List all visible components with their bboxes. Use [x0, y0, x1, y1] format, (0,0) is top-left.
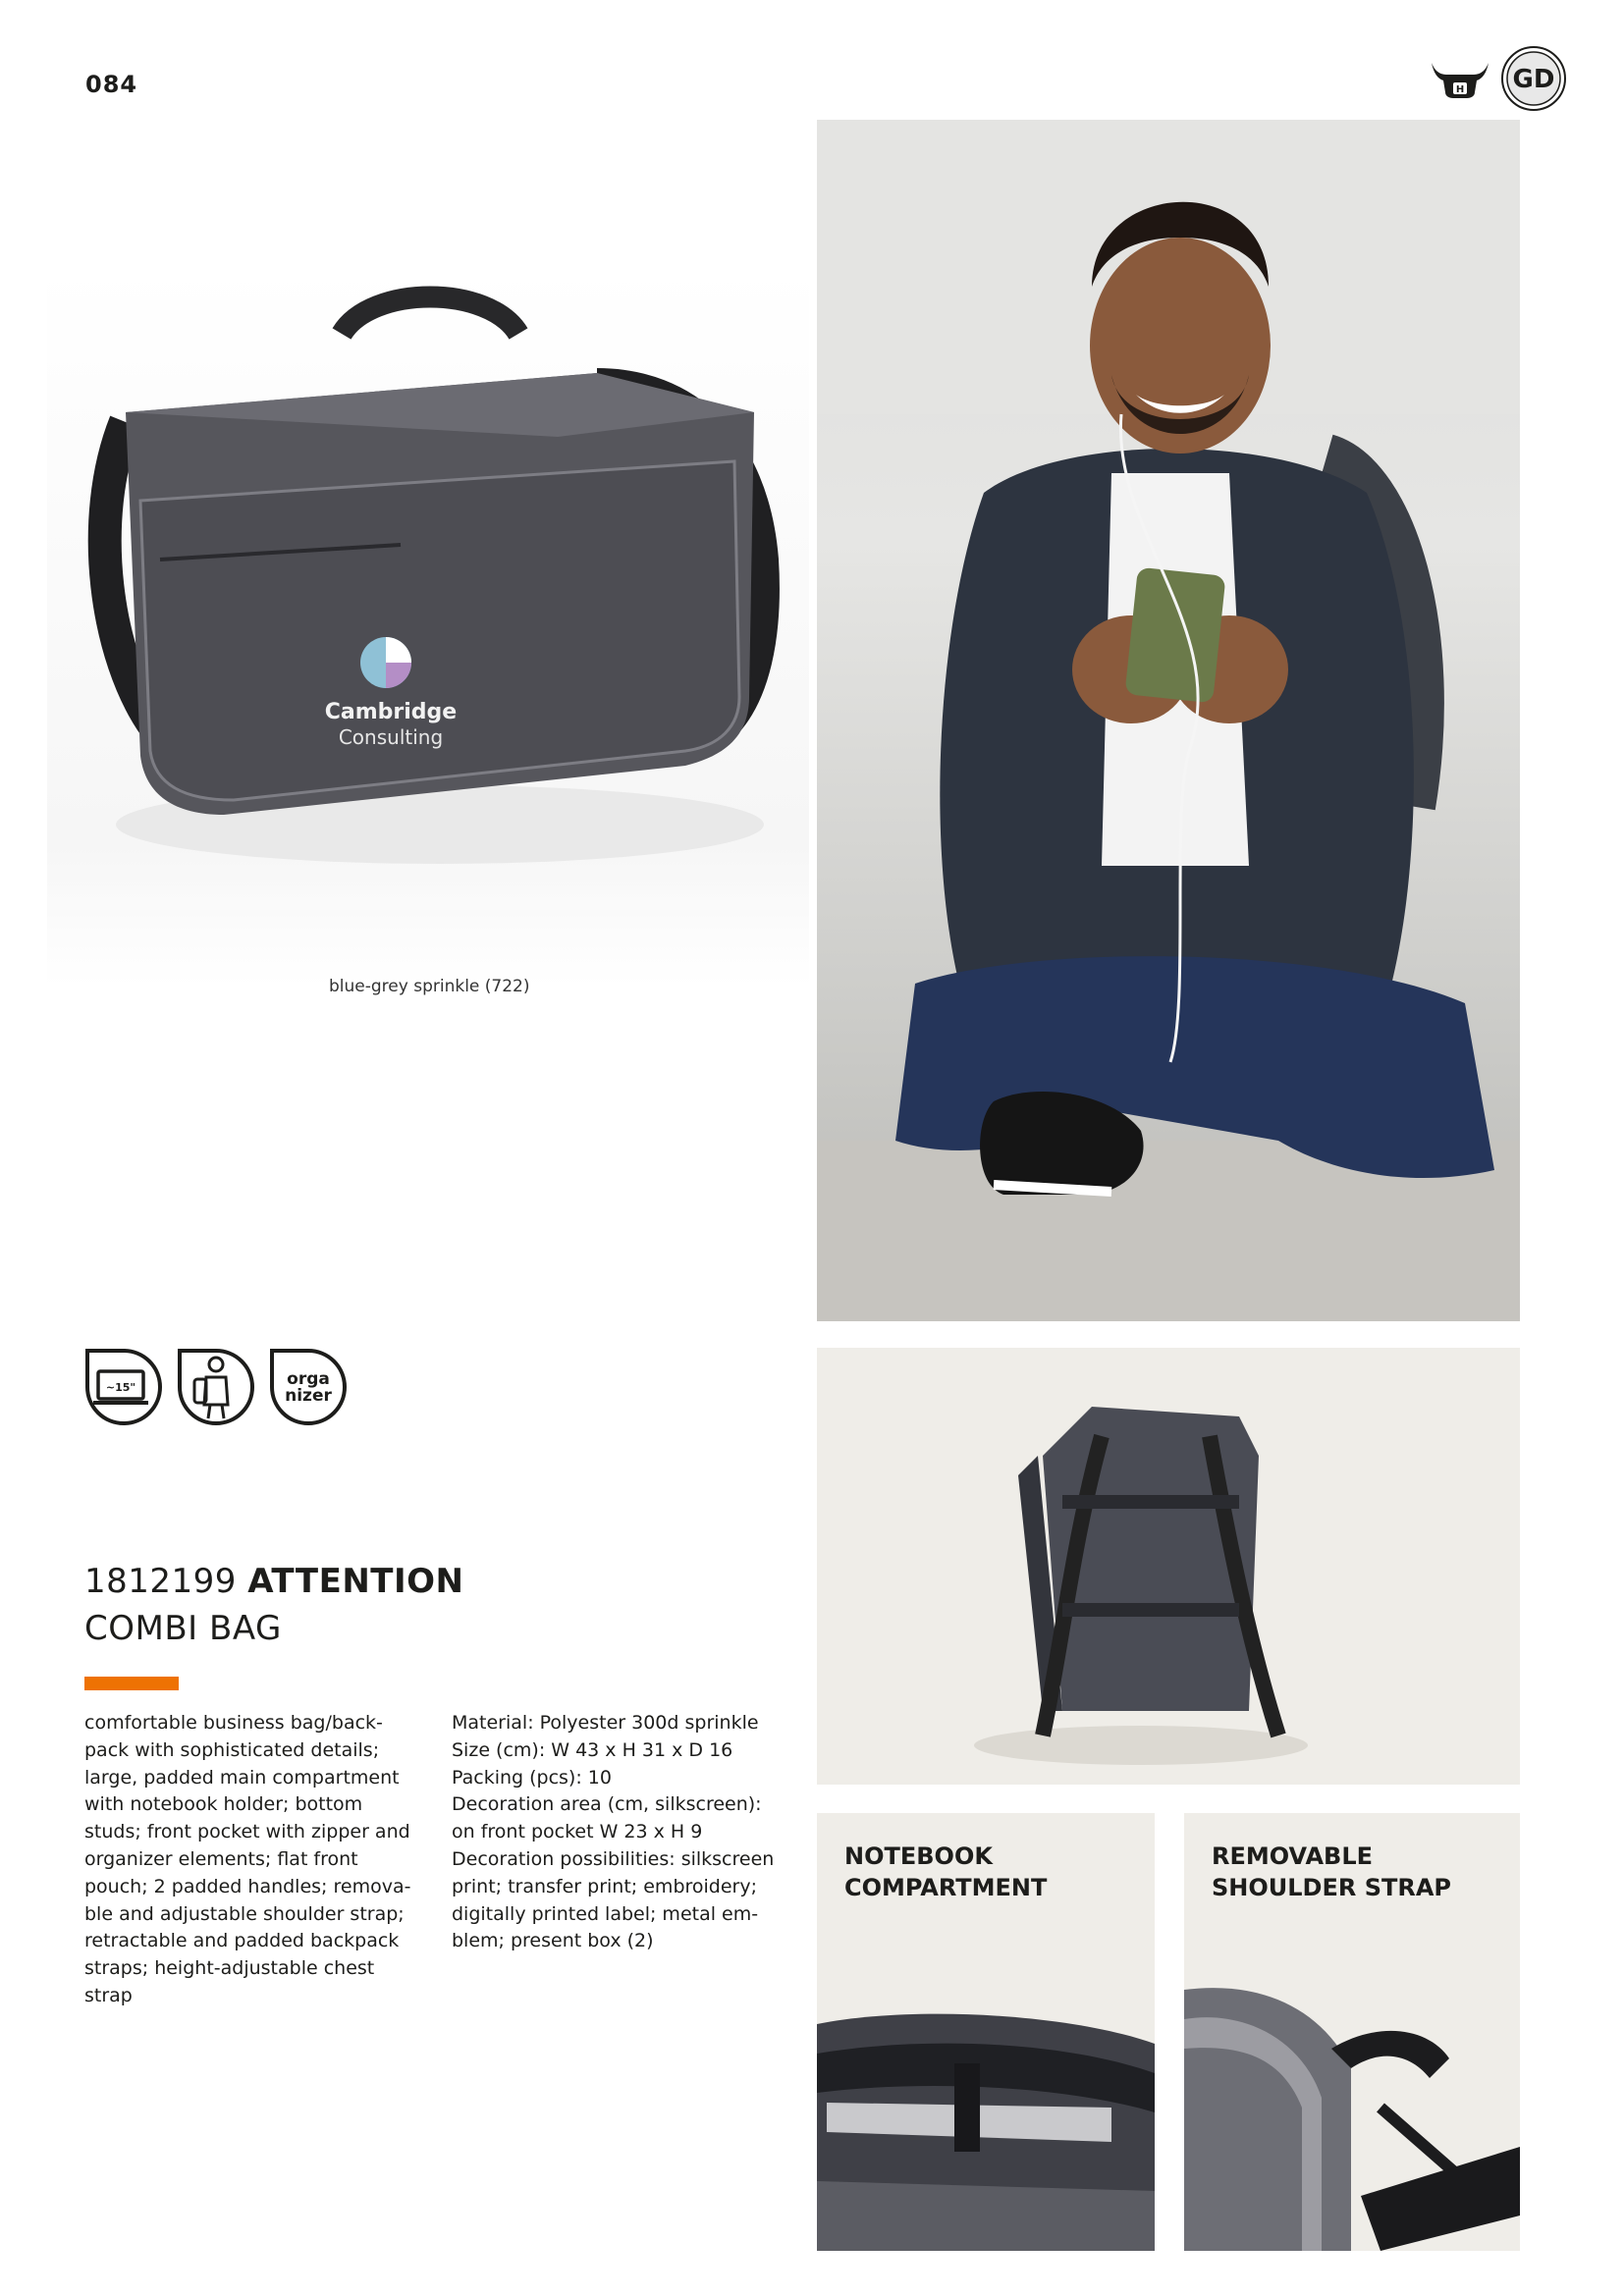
backpack-photo	[817, 1348, 1520, 1785]
feature-title-line1: REMOVABLE	[1212, 1842, 1374, 1870]
brand-logos	[1430, 45, 1567, 112]
product-heading	[84, 1559, 463, 1653]
feature-title-line2: COMPARTMENT	[844, 1874, 1048, 1901]
product-number: 1812199	[84, 1562, 237, 1601]
organizer-label-1: orga	[287, 1369, 330, 1389]
product-name: ATTENTION	[247, 1562, 464, 1601]
bag-print-line1: Cambridge	[324, 700, 458, 724]
product-specs	[452, 1710, 790, 1955]
laptop-15-inch-icon	[84, 1348, 163, 1426]
spec-material: Material: Polyester 300d sprinkle	[452, 1712, 759, 1734]
spec-size: Size (cm): W 43 x H 31 x D 16	[452, 1738, 733, 1761]
spec-decoration-possibilities: Decoration possibilities: silkscreen print; transfer print; embroidery; digitally printed label; metal em-blem; present box (2)	[452, 1847, 775, 1952]
lifestyle-photo	[817, 120, 1520, 1321]
backpack-person-icon	[177, 1348, 255, 1426]
bull-label: H	[1455, 84, 1465, 95]
feature-title-strap	[1212, 1841, 1451, 1903]
spec-packing: Packing (pcs): 10	[452, 1766, 612, 1789]
product-title	[84, 1559, 463, 1604]
feature-title-line2: SHOULDER STRAP	[1212, 1874, 1452, 1901]
shoulder-strap-photo	[1184, 1950, 1520, 2251]
color-caption: blue-grey sprinkle (722)	[329, 977, 530, 996]
feature-card-strap	[1184, 1813, 1520, 2251]
gd-label: GD	[1512, 65, 1555, 94]
spec-decoration-area: Decoration area (cm, silkscreen): on front pocket W 23 x H 9	[452, 1793, 762, 1843]
product-description: comfortable business bag/back-pack with sophisticated details; large, padded main compartment with notebook holder; bottom studs; front pocket with zipper and organizer elements; flat front pouch; 2 padded handles; remova-ble and adjustable shoulder strap; retractable and padded backpack straps; height-adjustable chest strap	[84, 1712, 411, 2006]
notebook-compartment-photo	[817, 1995, 1155, 2251]
organizer-icon	[269, 1348, 348, 1426]
laptop-size-label: ~15"	[105, 1381, 136, 1394]
feature-title-line1: NOTEBOOK	[844, 1842, 993, 1870]
feature-title-notebook	[844, 1841, 1047, 1903]
accent-bar	[84, 1677, 179, 1690]
organizer-label-2: nizer	[285, 1386, 332, 1406]
bag-print-line2: Consulting	[338, 725, 444, 749]
feature-card-notebook	[817, 1813, 1155, 2251]
bull-head-icon	[1430, 57, 1490, 100]
page-number: 084	[85, 71, 138, 98]
gd-logo-icon	[1500, 45, 1567, 112]
product-type: COMBI BAG	[84, 1609, 282, 1648]
bag-photo	[47, 265, 809, 987]
feature-pictograms	[84, 1348, 348, 1426]
